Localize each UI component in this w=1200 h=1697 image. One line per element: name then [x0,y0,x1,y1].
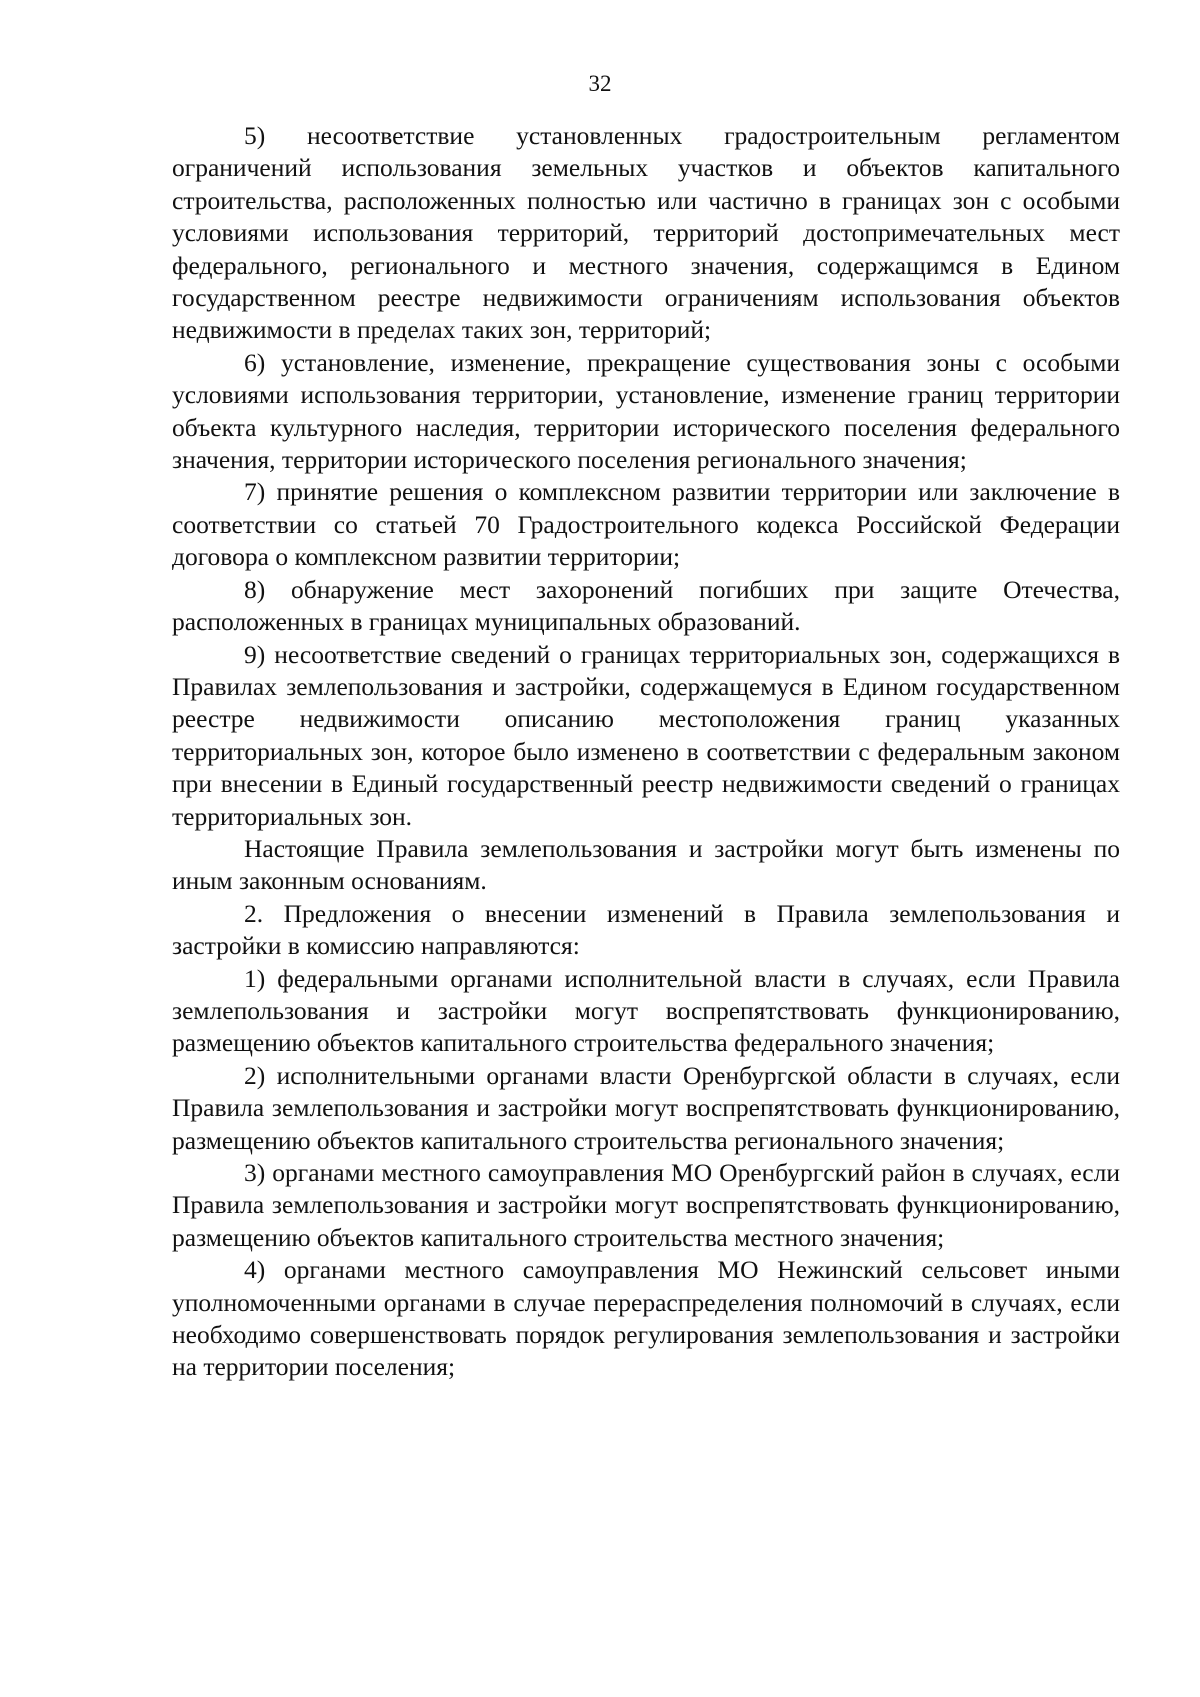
paragraph-text: принятие решения о комплексном развитии территории или заключение в соответствии со статьей 70 Градостроительного кодекса Российской Федерации договора о комплексном развитии территории; [172,477,1120,572]
paragraph-text: обнаружение мест захоронений погибших при защите Отечества, расположенных в границах муниципальных образований. [172,574,1120,637]
paragraph-number: 9) [244,639,266,669]
paragraph-subitem-1 [172,963,1120,1060]
paragraph-other-grounds [172,833,1120,898]
paragraph-text: несоответствие установленных градостроительным регламентом ограничений использования земельных участков и объектов капитального строительства, расположенных полностью или частично в границах зон с особыми условиями использования территорий, территорий достопримечательных мест федерального, регионального и местного значения, содержащимся в Едином государственном реестре недвижимости ограничениям использования объектов недвижимости в пределах таких зон, территорий; [172,121,1120,345]
paragraph-number: 2) [244,1060,266,1090]
page-number: 32 [588,71,612,96]
paragraph-item-5 [172,120,1120,347]
paragraph-number: 7) [244,477,266,507]
paragraph-text: федеральными органами исполнительной власти в случаях, если Правила землепользования и застройки могут воспрепятствовать функционированию, размещению объектов капитального строительства федерального значения; [172,963,1121,1058]
paragraph-text: Предложения о внесении изменений в Правила землепользования и застройки в комиссию направляются: [172,898,1121,961]
paragraph-subitem-4 [172,1254,1120,1384]
paragraph-text: несоответствие сведений о границах территориальных зон, содержащихся в Правилах землепользования и застройки, содержащемуся в Едином государственном реестре недвижимости описанию местоположения границ указанных территориальных зон, которое было изменено в соответствии с федеральным законом при внесении в Единый государственный реестр недвижимости сведений о границах территориальных зон. [172,639,1121,831]
paragraph-number: 1) [244,963,266,993]
paragraph-text: установление, изменение, прекращение существования зоны с особыми условиями использования территории, установление, изменение границ территории объекта культурного наследия, территории исторического поселения федерального значения, территории исторического поселения регионального значения; [172,347,1121,475]
paragraph-text: органами местного самоуправления МО Нежинский сельсовет иными уполномоченными органами в случае перераспределения полномочий в случаях, если необходимо совершенствовать порядок регулирования землепользования и застройки на территории поселения; [172,1255,1121,1382]
document-body [172,120,1120,1384]
paragraph-subitem-2 [172,1060,1120,1157]
paragraph-number: 4) [244,1255,266,1285]
paragraph-item-7 [172,476,1120,573]
paragraph-number: 5) [244,121,266,150]
paragraph-text: органами местного самоуправления МО Оренбургский район в случаях, если Правила землепользования и застройки могут воспрепятствовать функционированию, размещению объектов капитального строительства местного значения; [172,1158,1120,1252]
paragraph-subitem-3 [172,1157,1120,1254]
paragraph-number: 2. [244,898,264,928]
paragraph-number: 6) [244,347,266,377]
paragraph-number: 8) [244,574,266,604]
paragraph-item-9 [172,639,1120,833]
paragraph-item-6 [172,347,1120,477]
paragraph-text: исполнительными органами власти Оренбургской области в случаях, если Правила землепользования и застройки могут воспрепятствовать функционированию, размещению объектов капитального строительства регионального значения; [172,1060,1121,1155]
paragraph-number: 3) [244,1158,266,1187]
paragraph-item-8 [172,574,1120,639]
paragraph-section-2 [172,898,1120,963]
paragraph-text: Настоящие Правила землепользования и застройки могут быть изменены по иным законным основаниям. [172,833,1120,896]
